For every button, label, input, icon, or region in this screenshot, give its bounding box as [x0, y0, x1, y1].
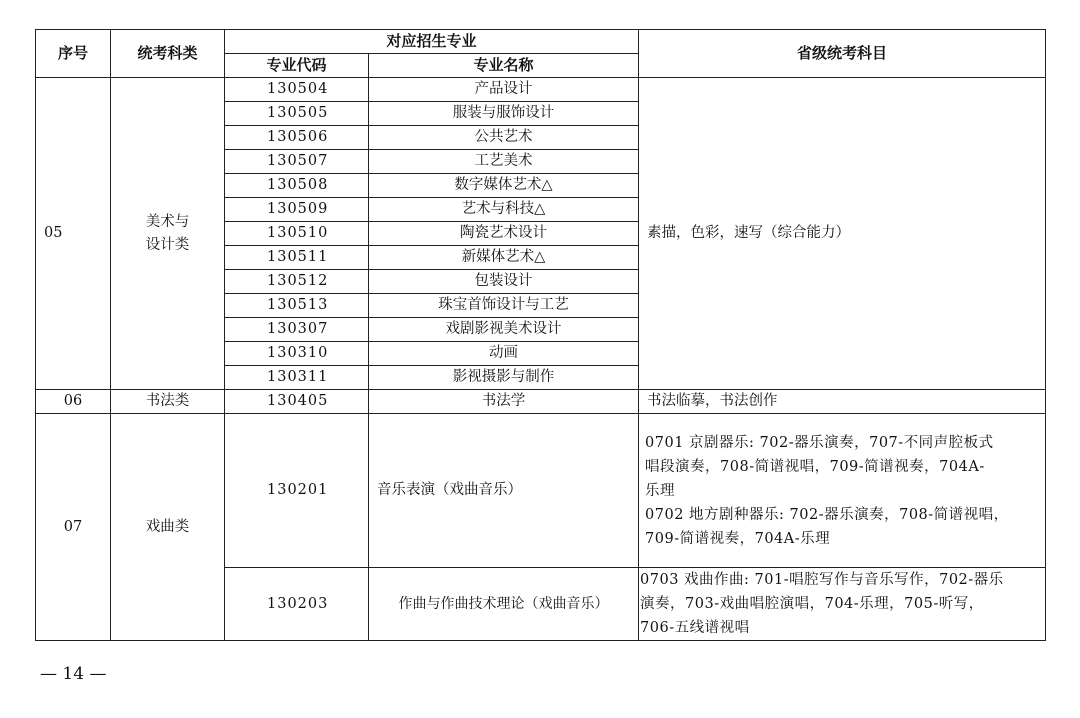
- major-code: 130405: [225, 390, 369, 414]
- major-name: 包装设计: [369, 270, 639, 294]
- major-name: 影视摄影与制作: [369, 366, 639, 390]
- major-name: 珠宝首饰设计与工艺: [369, 294, 639, 318]
- major-code: 130203: [225, 568, 369, 641]
- major-name: 公共艺术: [369, 126, 639, 150]
- major-code: 130512: [225, 270, 369, 294]
- subject-line: 0703 戏曲作曲: 701-唱腔写作与音乐写作，702-器乐: [640, 572, 1004, 588]
- seq-cell: 07: [36, 414, 111, 641]
- major-code: 130201: [225, 414, 369, 568]
- major-name: 服装与服饰设计: [369, 102, 639, 126]
- major-code: 130307: [225, 318, 369, 342]
- major-name: 作曲与作曲技术理论（戏曲音乐）: [369, 568, 639, 641]
- header-seq: 序号: [36, 30, 111, 78]
- header-category: 统考科类: [111, 30, 225, 78]
- major-name: 动画: [369, 342, 639, 366]
- major-name: 音乐表演（戏曲音乐）: [369, 414, 639, 568]
- major-code: 130508: [225, 174, 369, 198]
- major-name: 书法学: [369, 390, 639, 414]
- major-code: 130511: [225, 246, 369, 270]
- subjects-cell: 书法临摹，书法创作: [639, 390, 1046, 414]
- major-code: 130507: [225, 150, 369, 174]
- category-cell: 书法类: [111, 390, 225, 414]
- major-code: 130310: [225, 342, 369, 366]
- enrollment-table: [35, 29, 1046, 641]
- subject-line: 0701 京剧器乐: 702-器乐演奏，707-不同声腔板式: [645, 434, 994, 451]
- major-code: 130311: [225, 366, 369, 390]
- subject-line: 唱段演奏，708-简谱视唱，709-简谱视奏，704A-: [645, 458, 985, 475]
- category-cell: 戏曲类: [111, 414, 225, 641]
- major-name: 新媒体艺术△: [369, 246, 639, 270]
- header-code: 专业代码: [225, 54, 369, 78]
- category-cell: [111, 78, 225, 390]
- major-code: 130510: [225, 222, 369, 246]
- subjects-cell: [639, 568, 1046, 641]
- major-name: 陶瓷艺术设计: [369, 222, 639, 246]
- major-code: 130509: [225, 198, 369, 222]
- major-code: 130506: [225, 126, 369, 150]
- major-name: 艺术与科技△: [369, 198, 639, 222]
- subject-line: 演奏，703-戏曲唱腔演唱，704-乐理，705-听写，: [640, 596, 984, 612]
- major-code: 130505: [225, 102, 369, 126]
- subjects-cell: [639, 414, 1046, 568]
- major-name: 工艺美术: [369, 150, 639, 174]
- major-name: 产品设计: [369, 78, 639, 102]
- subject-line: 706-五线谱视唱: [640, 620, 750, 636]
- header-name: 专业名称: [369, 54, 639, 78]
- major-name: 戏剧影视美术设计: [369, 318, 639, 342]
- page-number: — 14 —: [40, 664, 107, 684]
- major-name: 数字媒体艺术△: [369, 174, 639, 198]
- major-code: 130513: [225, 294, 369, 318]
- category-line: 美术与: [145, 213, 190, 230]
- major-code: 130504: [225, 78, 369, 102]
- subject-line: 乐理: [645, 482, 676, 499]
- subject-line: 709-简谱视奏，704A-乐理: [645, 530, 831, 547]
- subject-line: 0702 地方剧种器乐: 702-器乐演奏，708-简谱视唱，: [645, 506, 1009, 523]
- seq-cell: 06: [36, 390, 111, 414]
- header-major-group: 对应招生专业: [225, 30, 639, 54]
- header-subjects: 省级统考科目: [639, 30, 1046, 78]
- category-line: 设计类: [145, 236, 190, 253]
- subjects-cell: 素描，色彩，速写（综合能力）: [639, 78, 1046, 390]
- seq-cell: 05: [36, 78, 111, 390]
